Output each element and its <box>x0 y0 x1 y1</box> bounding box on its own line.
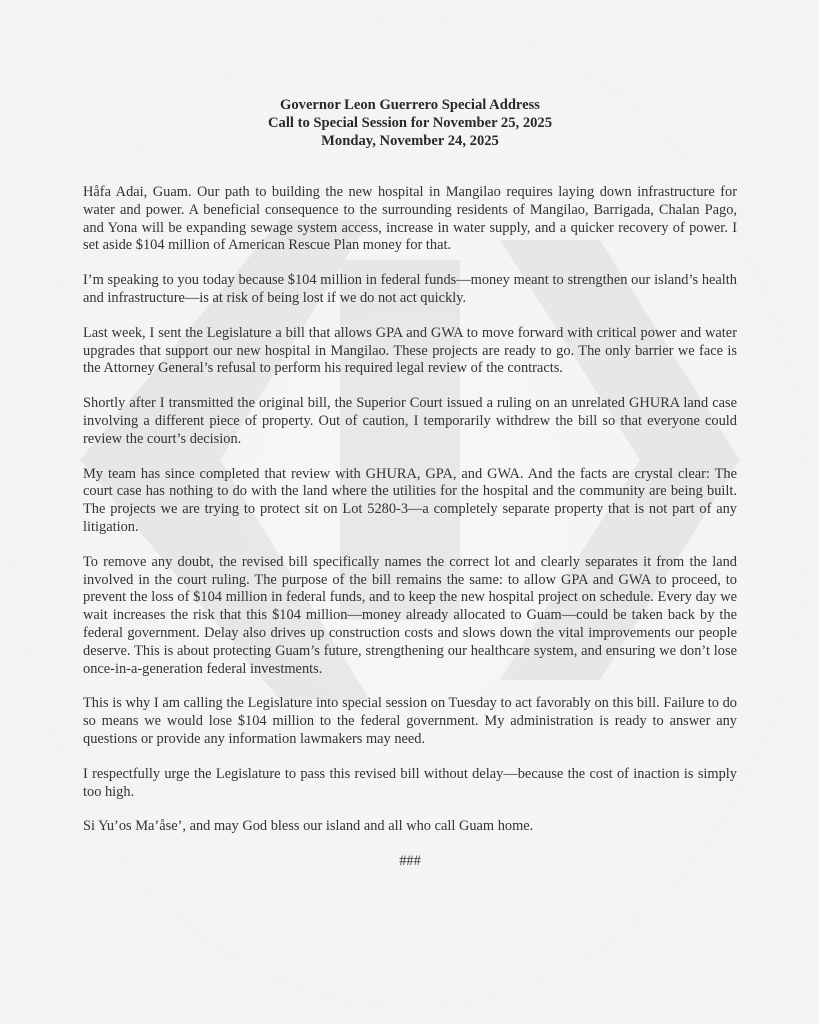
paragraph-6: To remove any doubt, the revised bill specifically names the correct lot and clearly separates it from the land involved in the court ruling. The purpose of the bill remains the same: to allow GPA and GWA to proceed, to prevent the loss of $104 million in federal funds, and to keep the new hospital project on schedule. Every day we wait increases the risk that this $104 million—money already allocated to Guam—could be taken back by the federal government. Delay also drives up construction costs and slows down the vital improvements our people deserve. This is about protecting Guam’s future, strengthening our healthcare system, and ensuring we don’t lose once-in-a-generation federal investments. <box>83 553 737 677</box>
document-header <box>83 96 737 150</box>
paragraph-7: This is why I am calling the Legislature into special session on Tuesday to act favorably on this bill. Failure to do so means we would lose $104 million to the federal government. My administration is ready to answer any questions or provide any information lawmakers may need. <box>83 695 737 747</box>
paragraph-8: I respectfully urge the Legislature to pass this revised bill without delay—because the cost of inaction is simply too high. <box>83 765 737 800</box>
paragraph-5: My team has since completed that review with GHURA, GPA, and GWA. And the facts are crystal clear: The court case has nothing to do with the land where the utilities for the hospital and the community are being built. The projects we are trying to protect sit on Lot 5280-3—a completely separate property that is not part of any litigation. <box>83 465 737 535</box>
document-body <box>83 96 737 870</box>
header-subtitle: Call to Special Session for November 25, 2025 <box>267 115 553 131</box>
paragraph-3: Last week, I sent the Legislature a bill that allows GPA and GWA to move forward with critical power and water upgrades that support our new hospital in Mangilao. These projects are ready to go. The only barrier we face is the Attorney General’s refusal to perform his required legal review of the contracts. <box>83 324 737 377</box>
header-title: Governor Leon Guerrero Special Address <box>280 97 540 113</box>
header-date: Monday, November 24, 2025 <box>321 133 499 149</box>
paragraph-2: I’m speaking to you today because $104 million in federal funds—money meant to strengthen our island’s health and infrastructure—is at risk of being lost if we do not act quickly. <box>83 272 737 306</box>
paragraph-9: Si Yu’os Ma’åse’, and may God bless our island and all who call Guam home. <box>83 818 534 835</box>
paragraph-4: Shortly after I transmitted the original bill, the Superior Court issued a ruling on an unrelated GHURA land case involving a different piece of property. Out of caution, I temporarily withdrew the bill so that everyone could review the court’s decision. <box>83 395 737 447</box>
end-mark: ### <box>399 853 421 870</box>
paragraph-1: Håfa Adai, Guam. Our path to building the new hospital in Mangilao requires laying down infrastructure for water and power. A beneficial consequence to the surrounding residents of Mangilao, Barrigada, Chalan Pago, and Yona will be expanding sewage system access, increase in water supply, and a quicker recovery of power. I set aside $104 million of American Rescue Plan money for that. <box>83 184 737 254</box>
